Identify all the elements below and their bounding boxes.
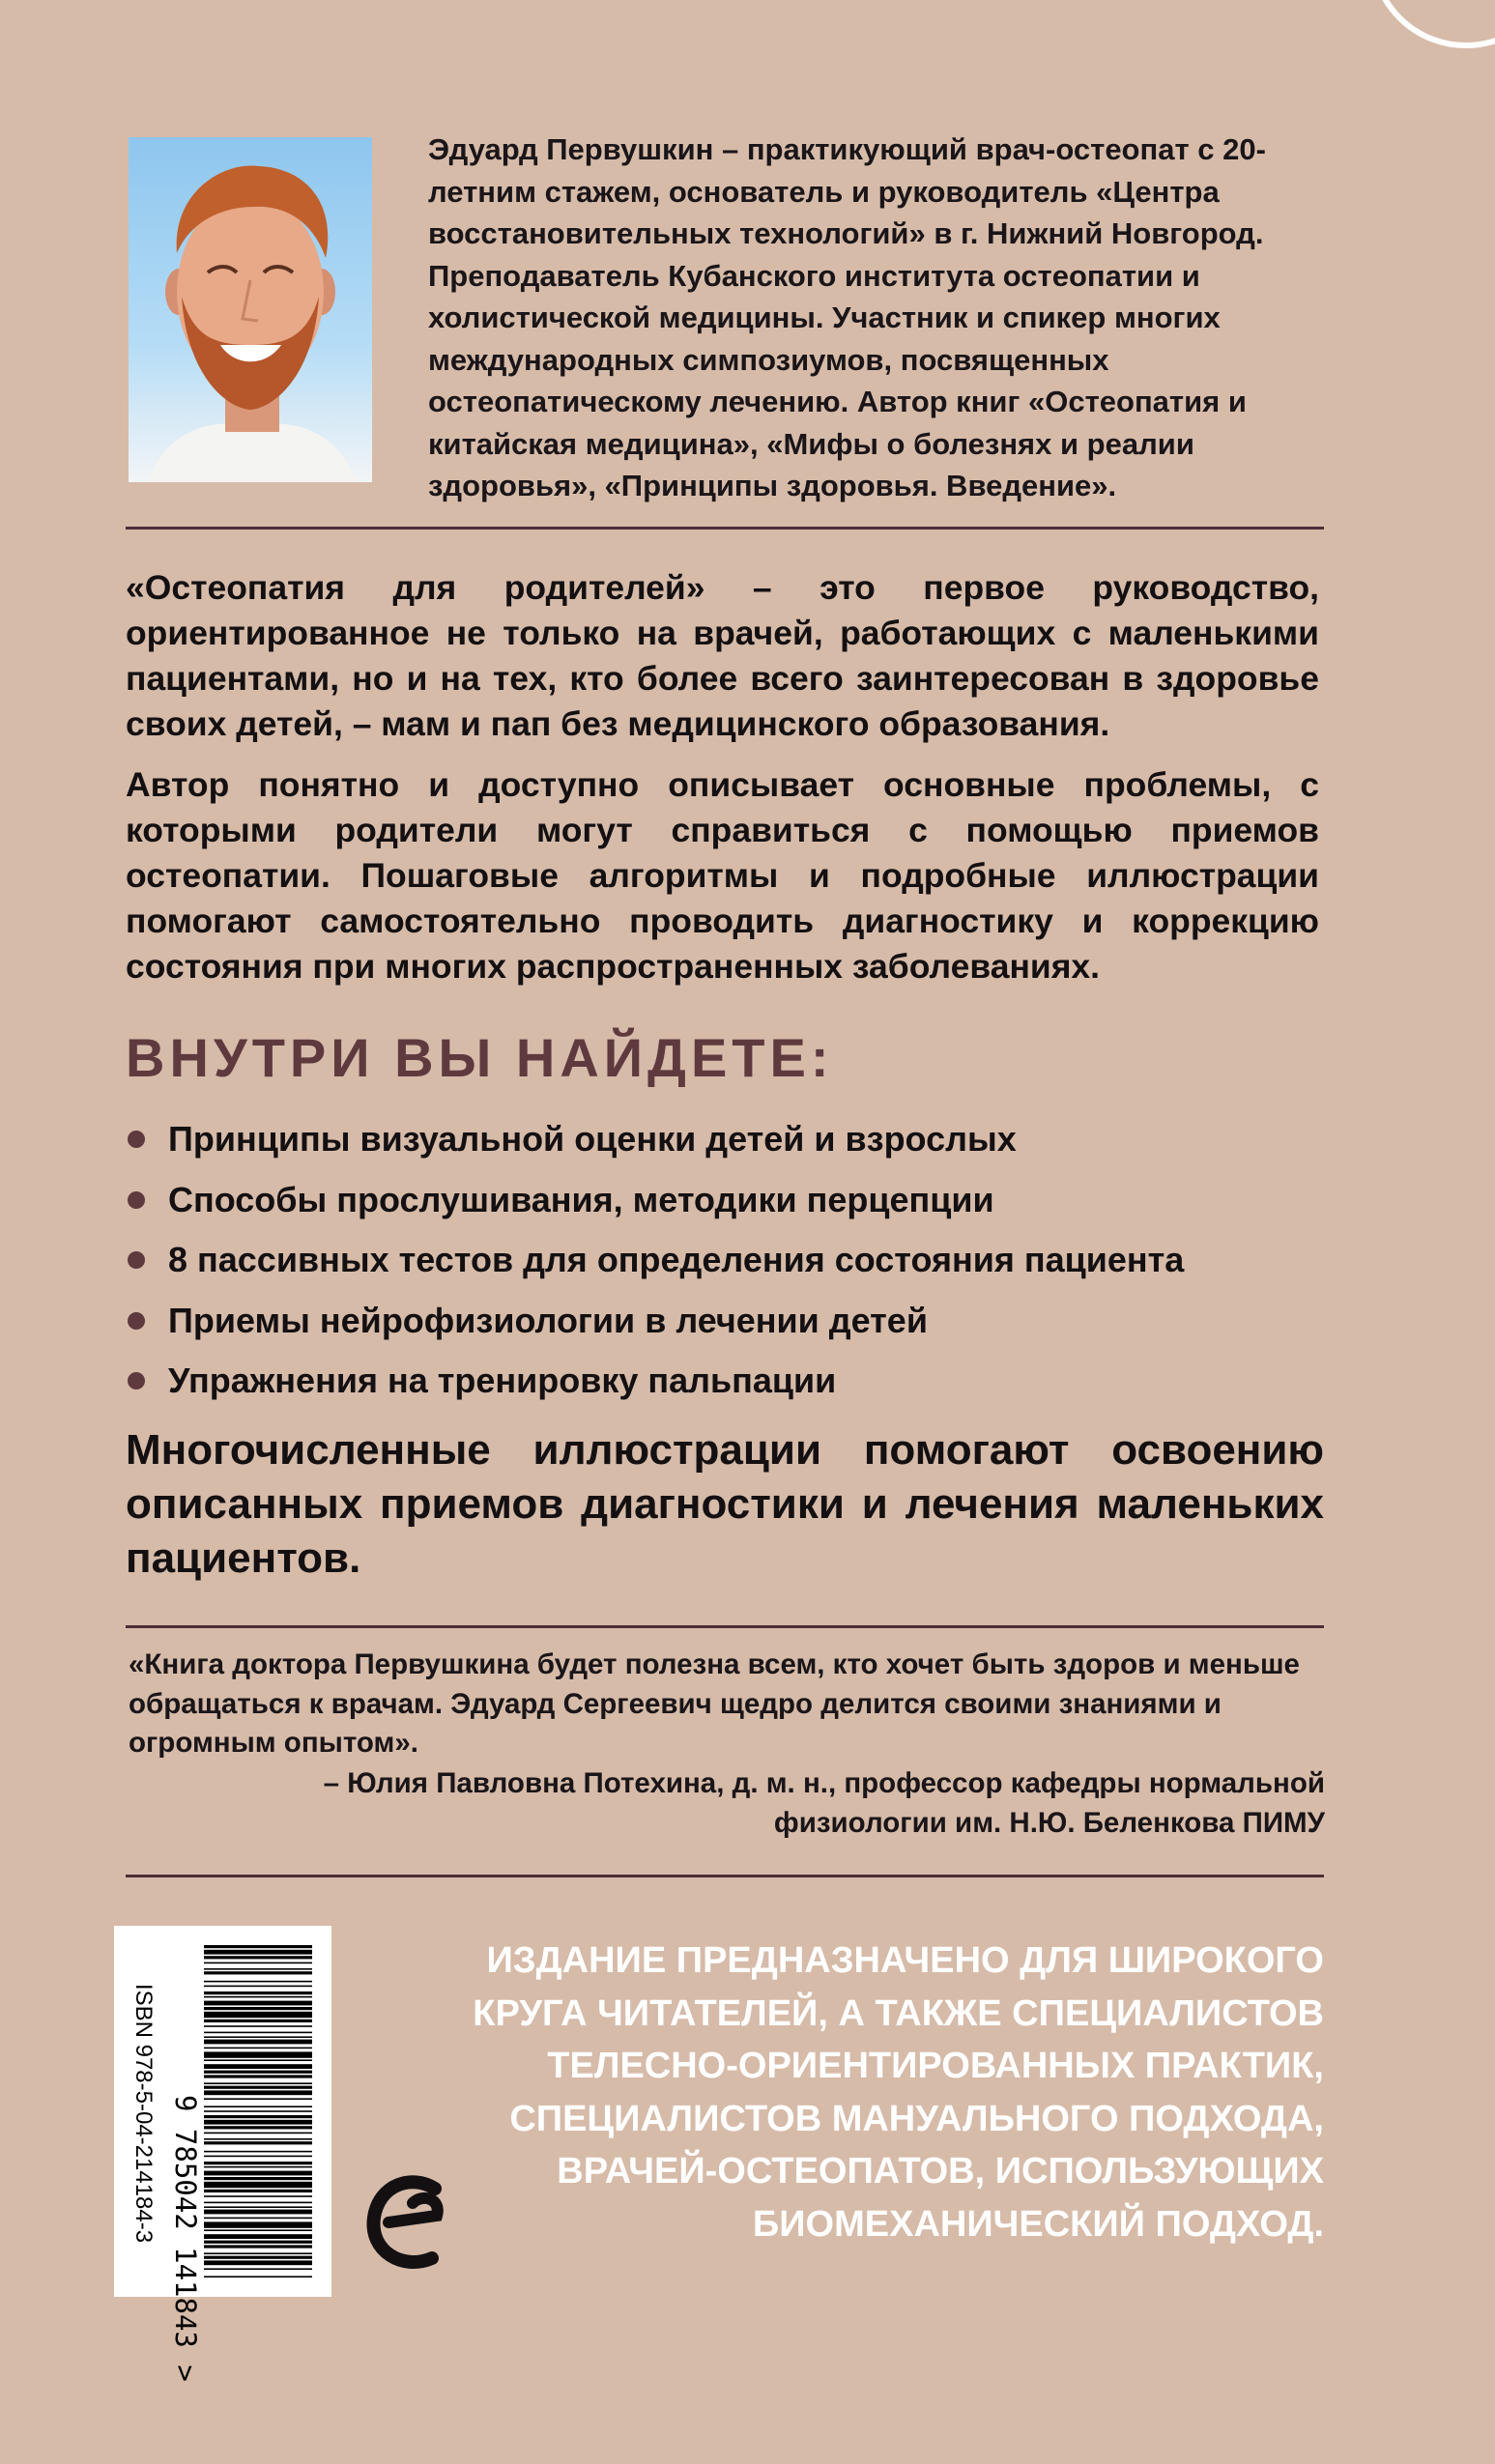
bullet-dot — [128, 1372, 145, 1390]
barcode — [114, 1926, 331, 2382]
highlight-paragraph: Многочисленные иллюстрации помогают освоению описанных приемов диагностики и лечения маленьких пациентов. — [126, 1426, 1324, 1582]
author-bio: Эдуард Первушкин – практикующий врач-остеопат с 20-летним стажем, основатель и руководитель «Центра восстановительных технологий» в г. Нижний Новгород. Преподаватель Кубанского института остеопатии и холистической медицины. Участник и спикер многих международных симпозиумов, посвященных остеопатическому лечению. Автор книг «Остеопатия и китайская медицина», «Мифы о болезнях и реалии здоровья», «Принципы здоровья. Введение». — [428, 132, 1266, 502]
barcode-digits: 9 785042 141843 > — [169, 2095, 202, 2382]
corner-arc-decoration — [1369, 0, 1495, 48]
divider — [126, 1625, 1324, 1628]
isbn-text: ISBN 978-5-04-214184-3 — [130, 1983, 157, 2244]
bullet-dot — [128, 1191, 145, 1209]
list-item: Упражнения на тренировку пальпации — [126, 1351, 1324, 1412]
bullet-dot — [128, 1312, 145, 1330]
review-source: – Юлия Павловна Потехина, д. м. н., профессор кафедры нормальной физиологии им. Н.Ю. Беленкова ПИМУ — [323, 1767, 1325, 1839]
description-paragraph-2: Автор понятно и доступно описывает основные проблемы, с которыми родители могут справиться с помощью приемов остеопатии. Пошаговые алгоритмы и подробные иллюстрации помогают самостоятельно проводить диагностику и коррекцию состояния при многих распространенных заболеваниях. — [126, 765, 1319, 986]
author-photo — [129, 137, 372, 482]
divider — [126, 1875, 1324, 1877]
bullet-dot — [128, 1251, 145, 1269]
review-quote: «Книга доктора Первушкина будет полезна всем, кто хочет быть здоров и меньше обращаться к врачам. Эдуард Сергеевич щедро делится своими знаниями и огромным опытом». — [129, 1648, 1300, 1759]
publisher-logo-icon — [359, 2169, 456, 2276]
inside-heading: ВНУТРИ ВЫ НАЙДЕТЕ: — [126, 1027, 834, 1088]
list-item: 8 пассивных тестов для определения состояния пациента — [126, 1230, 1324, 1291]
list-item: Приемы нейрофизиологии в лечении детей — [126, 1291, 1324, 1352]
divider — [126, 527, 1324, 530]
list-item: Способы прослушивания, методики перцепции — [126, 1170, 1324, 1231]
bullet-dot — [128, 1131, 145, 1148]
description-paragraph-1: «Остеопатия для родителей» – это первое руководство, ориентированное не только на врачей, работающих с маленькими пациентами, но и на тех, кто более всего заинтересован в здоровье своих детей, – мам и пап без медицинского образования. — [126, 568, 1319, 743]
barcode-bars — [204, 1945, 312, 2278]
list-item: Принципы визуальной оценки детей и взрослых — [126, 1109, 1324, 1170]
audience-text: ИЗДАНИЕ ПРЕДНАЗНАЧЕНО ДЛЯ ШИРОКОГО КРУГА ЧИТАТЕЛЕЙ, А ТАКЖЕ СПЕЦИАЛИСТОВ ТЕЛЕСНО-ОРИЕНТИРОВАННЫХ ПРАКТИК, СПЕЦИАЛИСТОВ МАНУАЛЬНОГО ПОДХОДА, ВРАЧЕЙ-ОСТЕОПАТОВ, ИСПОЛЬЗУЮЩИХ БИОМЕХАНИЧЕСКИЙ ПОДХОД. — [473, 1940, 1324, 2245]
inside-list — [126, 1109, 1324, 1412]
